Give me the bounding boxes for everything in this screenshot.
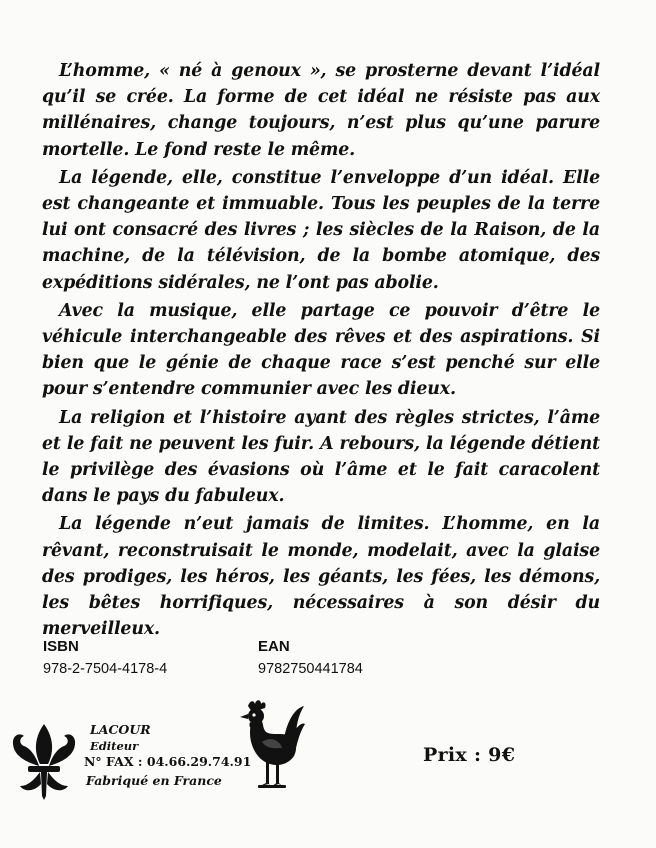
made-in-label: Fabriqué en France bbox=[86, 773, 222, 788]
blurb-text bbox=[42, 58, 600, 644]
publisher-name: LACOUR bbox=[90, 722, 151, 737]
ean-block bbox=[258, 636, 363, 680]
publisher-role: Editeur bbox=[90, 739, 139, 753]
publisher-fax: N° FAX : 04.66.29.74.91 bbox=[84, 754, 252, 769]
ean-value: 9782750441784 bbox=[258, 661, 363, 677]
rooster-icon bbox=[238, 696, 306, 796]
blurb-paragraph: L’homme, « né à genoux », se prosterne devant l’idéal qu’il se crée. La forme de cet idéal ne résiste pas aux millénaires, change toujours, n’est plus qu’une parure mortelle. Le fond reste le même. bbox=[42, 61, 600, 160]
ean-label: EAN bbox=[258, 638, 290, 655]
isbn-block bbox=[43, 636, 167, 680]
blurb-paragraph: Avec la musique, elle partage ce pouvoir d’être le véhicule interchangeable des rêves et des aspirations. Si bien que le génie de chaque race s’est penché sur elle pour s’entendre communier avec les dieux. bbox=[42, 300, 600, 400]
blurb-paragraph: La légende, elle, constitue l’enveloppe d’un idéal. Elle est changeante et immuable. Tous les peuples de la terre lui ont consacré des livres ; les siècles de la Raison, de la machine, de la télévision, de la bombe atomique, des expéditions sidérales, ne l’ont pas abolie. bbox=[42, 167, 600, 293]
isbn-value: 978-2-7504-4178-4 bbox=[43, 661, 168, 677]
blurb-paragraph: La religion et l’histoire ayant des règles strictes, l’âme et le fait ne peuvent les fuir. A rebours, la légende détient le privilège des évasions où l’âme et le fait caracolent dans le pays du fabuleux. bbox=[42, 407, 600, 507]
publisher-info bbox=[84, 722, 264, 789]
fleur-de-lis-icon bbox=[10, 722, 78, 802]
blurb-paragraph: La légende n’eut jamais de limites. L’homme, en la rêvant, reconstruisait le monde, modelait, avec la glaise des prodiges, les héros, les géants, les fées, les démons, les bêtes horrifiques, nécessaires à son désir du merveilleux. bbox=[42, 514, 600, 640]
price-label: Prix : 9€ bbox=[423, 744, 516, 766]
isbn-label: ISBN bbox=[43, 638, 79, 655]
